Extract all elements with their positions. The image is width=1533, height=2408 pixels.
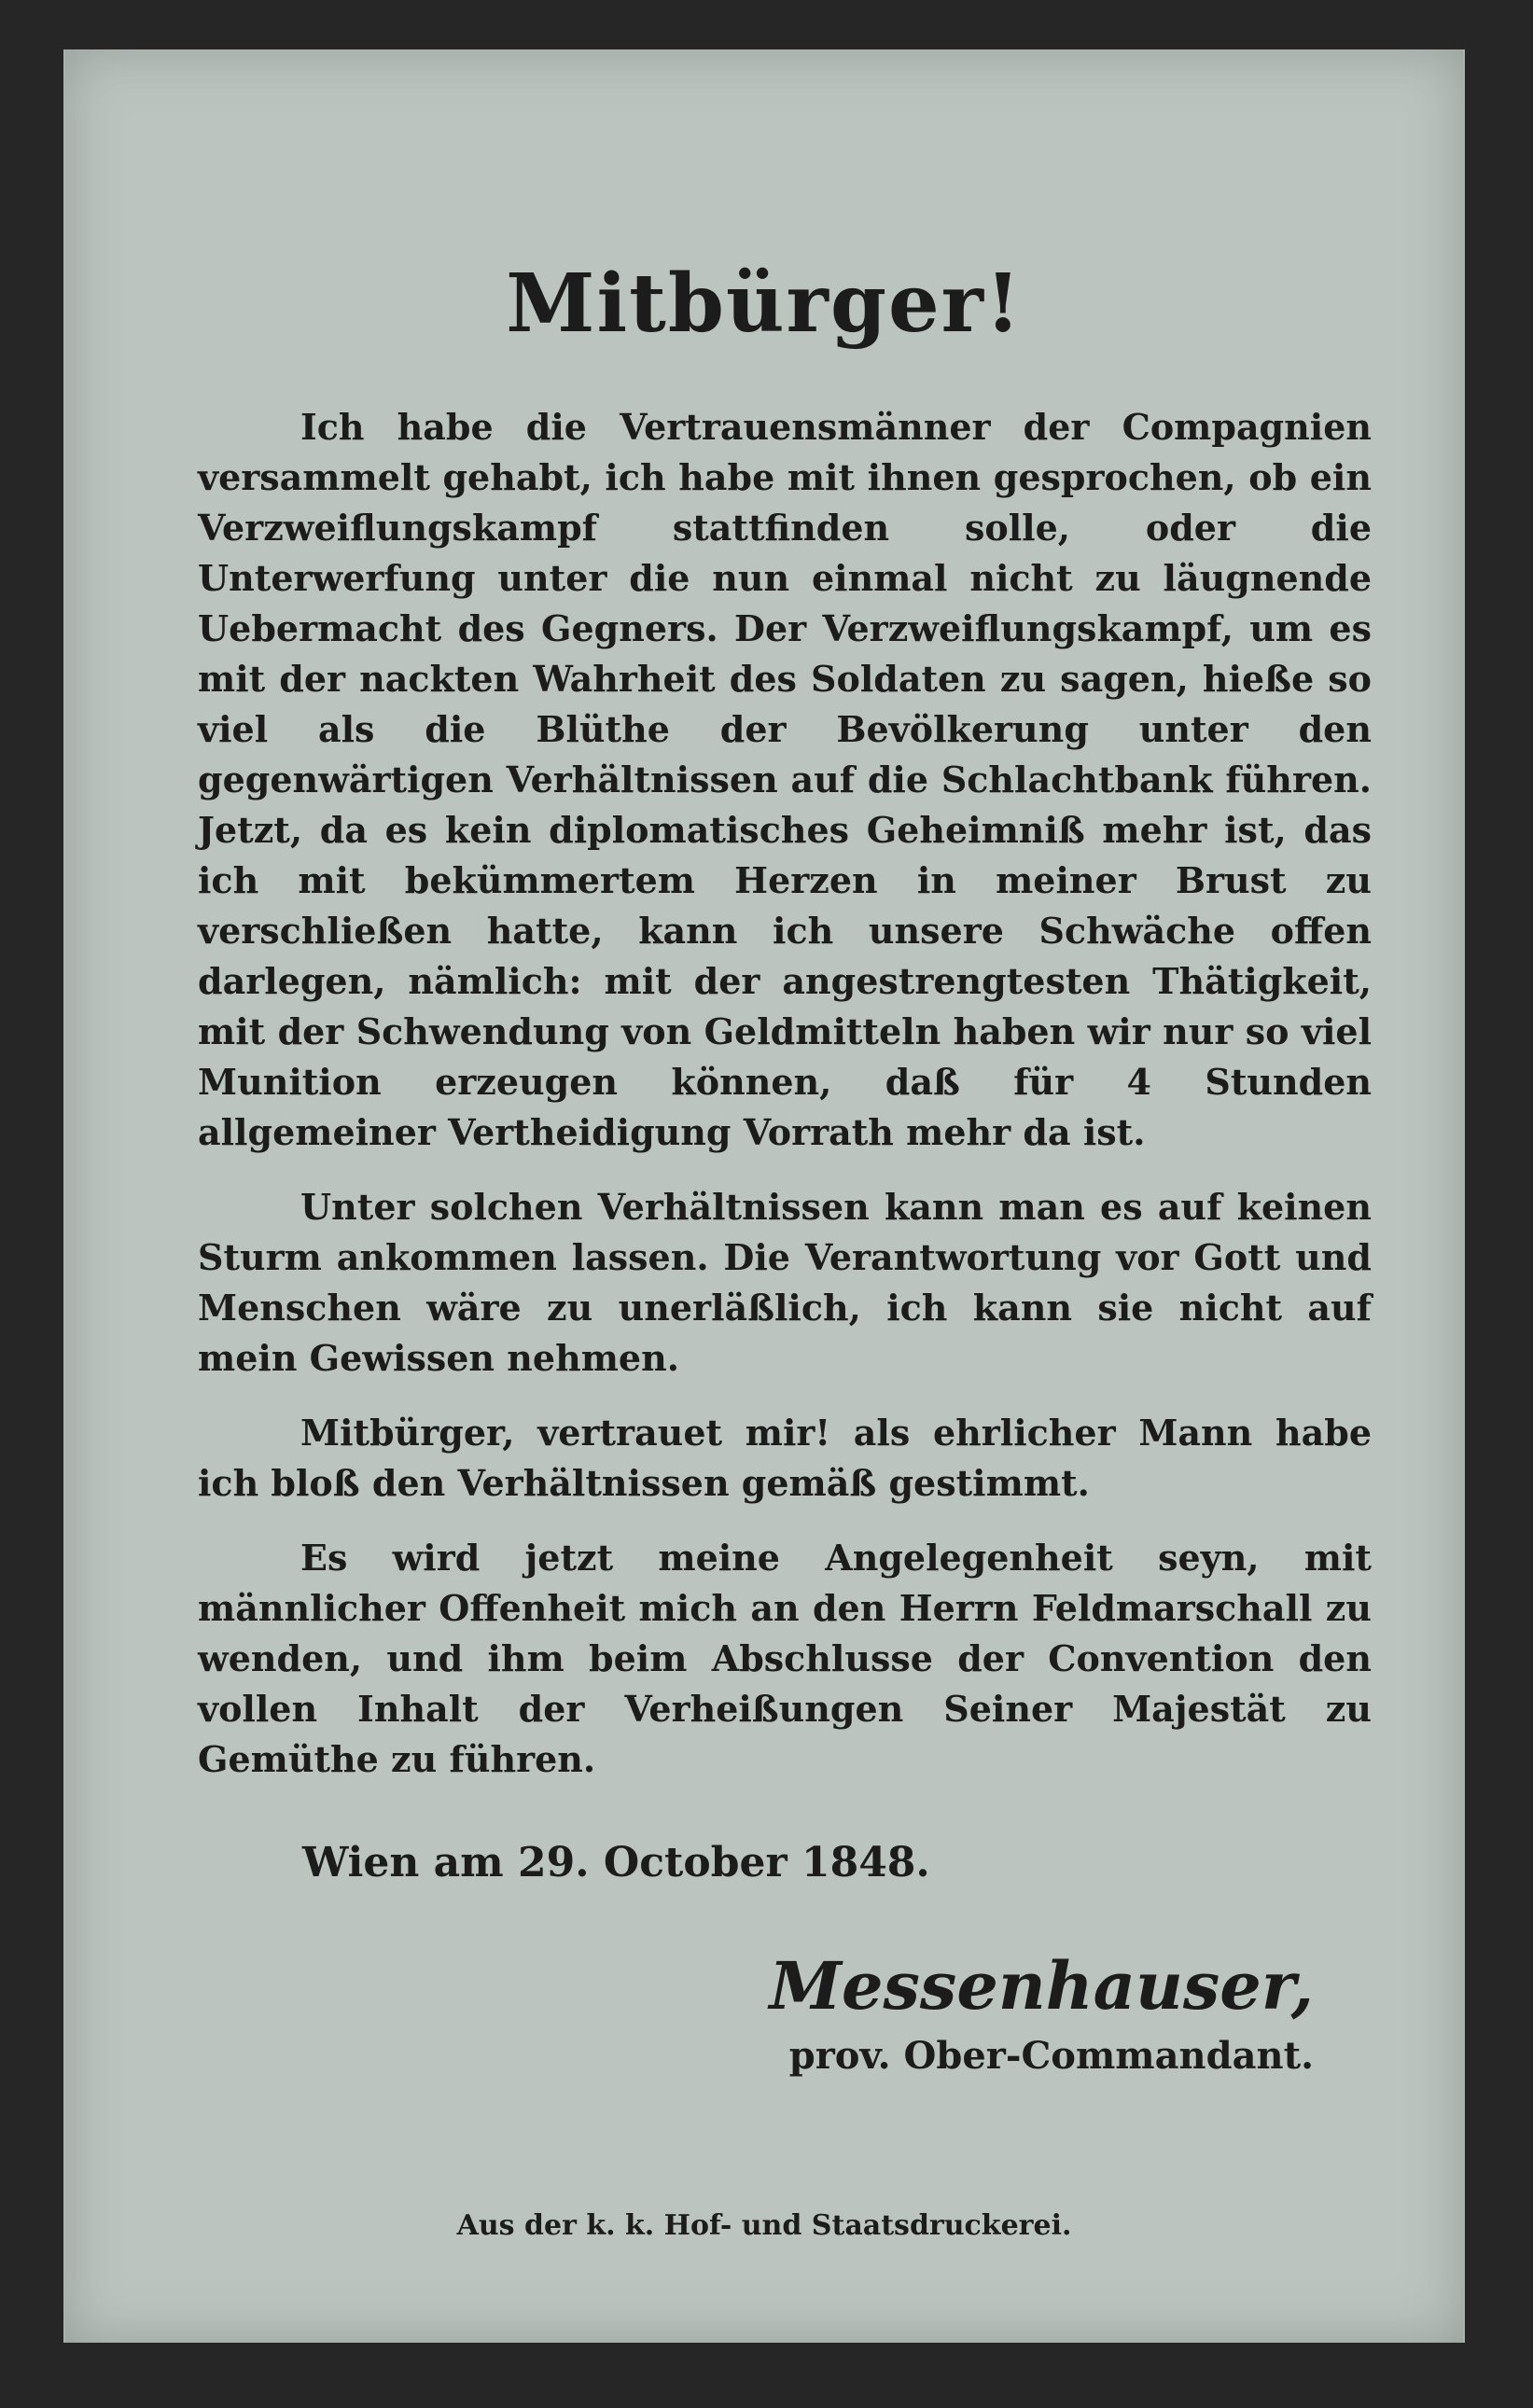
paragraph-1: Ich habe die Vertrauensmänner der Compagnien versammelt gehabt, ich habe mit ihnen gesprochen, ob ein Verzweiflungskampf stattfinden solle, oder die Unterwerfung unter die nun einmal nicht zu läugnende Uebermacht des Gegners. Der Verzweiflungskampf, um es mit der nackten Wahrheit des Soldaten zu sagen, hieße so viel als die Blüthe der Bevölkerung unter den gegenwärtigen Verhältnissen auf die Schlachtbank führen. Jetzt, da es kein diplomatisches Geheimniß mehr ist, das ich mit bekümmertem Herzen in meiner Brust zu verschließen hatte, kann ich unsere Schwäche offen darlegen, nämlich: mit der angestrengtesten Thätigkeit, mit der Schwendung von Geldmitteln haben wir nur so viel Munition erzeugen können, daß für 4 Stunden allgemeiner Vertheidigung Vorrath mehr da ist. <box>198 406 1372 1153</box>
paragraph-2: Unter solchen Verhältnissen kann man es auf keinen Sturm ankommen lassen. Die Verantwortung vor Gott und Menschen wäre zu unerläßlich, ich kann sie nicht auf mein Gewissen nehmen. <box>198 1186 1372 1379</box>
paragraph-4: Es wird jetzt meine Angelegenheit seyn, mit männlicher Offenheit mich an den Herrn Feldmarschall zu wenden, und ihm beim Abschlusse der Convention den vollen Inhalt der Verheißungen Seiner Majestät zu Gemüthe zu führen. <box>198 1537 1372 1780</box>
date-line: Wien am 29. October 1848. <box>302 1839 930 1886</box>
proclamation-body <box>198 402 1372 1809</box>
printer-imprint: Aus der k. k. Hof- und Staatsdruckerei. <box>456 2209 1072 2242</box>
paragraph-3: Mitbürger, vertrauet mir! als ehrlicher Mann habe ich bloß den Verhältnissen gemäß gestimmt. <box>198 1412 1372 1504</box>
headline: Mitbürger! <box>506 257 1023 351</box>
signature-block <box>769 1943 1314 2083</box>
signature-name: Messenhauser, <box>769 1947 1314 2025</box>
proclamation-sheet <box>63 49 1465 2343</box>
signature-title: prov. Ober-Commandant. <box>788 2034 1314 2078</box>
